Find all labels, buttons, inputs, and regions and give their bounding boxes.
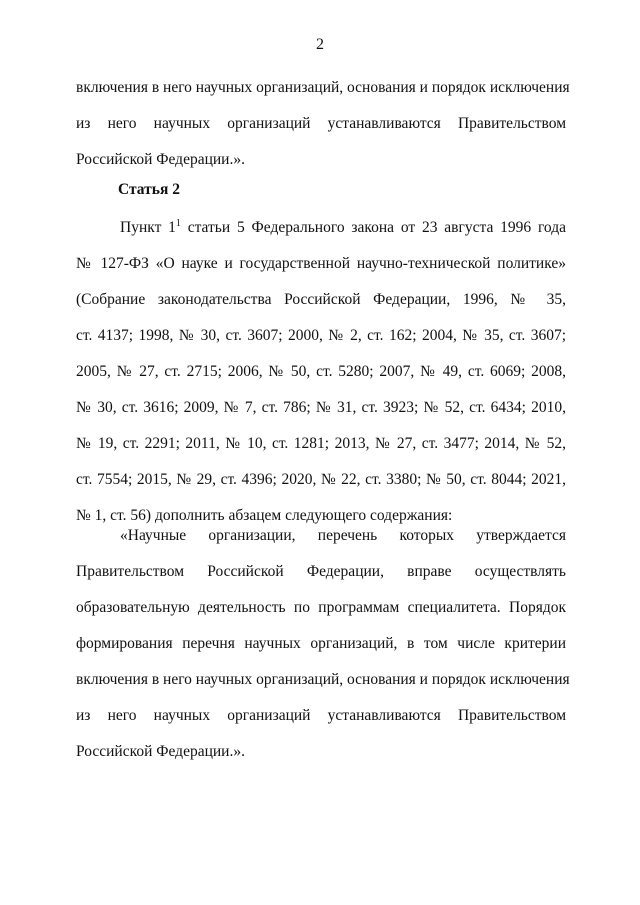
text-line: Российской Федерации.». — [76, 743, 245, 760]
text-line: ст. 4137; 1998, № 30, ст. 3607; 2000, № 2, ст. 162; 2004, № 35, ст. 3607; — [76, 327, 566, 344]
text-line: № 30, ст. 3616; 2009, № 7, ст. 786; № 31, ст. 3923; № 52, ст. 6434; 2010, — [76, 399, 566, 416]
text-line: № 19, ст. 2291; 2011, № 10, ст. 1281; 2013, № 27, ст. 3477; 2014, № 52, — [76, 435, 566, 452]
text-line: 2005, № 27, ст. 2715; 2006, № 50, ст. 5280; 2007, № 49, ст. 6069; 2008, — [76, 363, 566, 380]
text-line: формирования перечня научных организаций, в том числе критерии — [76, 635, 566, 652]
page-number: 2 — [316, 36, 324, 53]
text-line — [76, 210, 566, 246]
text-line: из него научных организаций устанавливаются Правительством — [76, 115, 566, 132]
article-heading: Статья 2 — [118, 181, 180, 198]
article-paragraph — [76, 210, 566, 534]
text-line: Правительством Российской Федерации, вправе осуществлять — [76, 563, 566, 580]
continuation-paragraph — [76, 70, 570, 178]
text-line: № 1, ст. 56) дополнить абзацем следующего содержания: — [76, 507, 453, 524]
superscript: 1 — [175, 217, 181, 229]
text-line: № 127-ФЗ «О науке и государственной научно-технической политике» — [76, 255, 566, 272]
text-line: Российской Федерации.». — [76, 151, 245, 168]
text-line: ст. 7554; 2015, № 29, ст. 4396; 2020, № 22, ст. 3380; № 50, ст. 8044; 2021, — [76, 471, 566, 488]
text-line: (Собрание законодательства Российской Федерации, 1996, № 35, — [76, 291, 566, 308]
text-line: образовательную деятельность по программам специалитета. Порядок — [76, 599, 566, 616]
text-line: из него научных организаций устанавливаются Правительством — [76, 707, 566, 724]
text-line: включения в него научных организаций, основания и порядок исключения — [76, 79, 570, 96]
quoted-paragraph — [76, 518, 570, 770]
text-line: включения в него научных организаций, основания и порядок исключения — [76, 671, 570, 688]
text-line: «Научные организации, перечень которых утверждается — [120, 527, 566, 544]
text-fragment: Пункт 1 — [120, 219, 176, 236]
text-fragment: статьи 5 Федерального закона от 23 августа 1996 года — [180, 219, 566, 236]
